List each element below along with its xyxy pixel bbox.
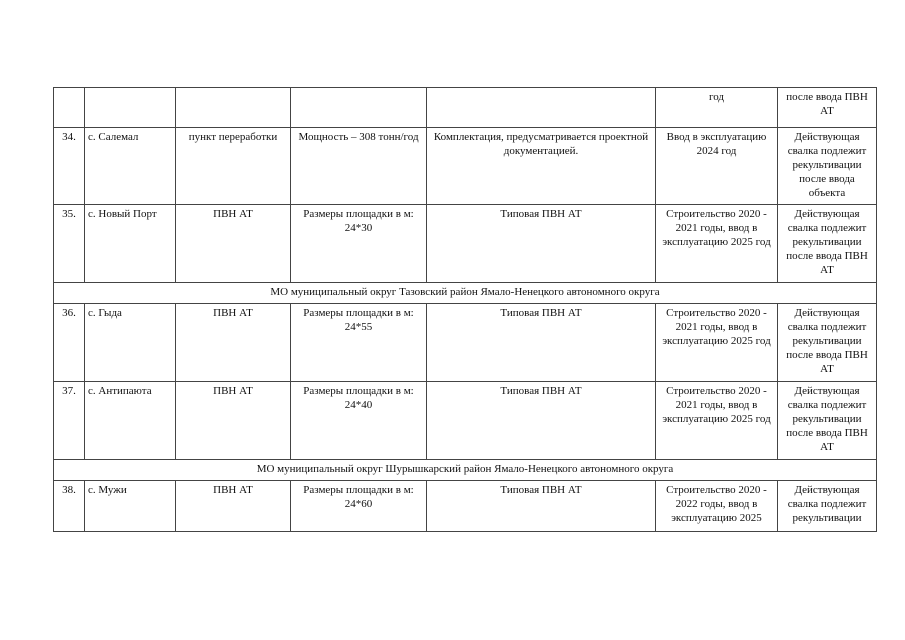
cell-params: Размеры площадки в м: 24*55 <box>291 304 427 382</box>
table-row <box>54 382 877 460</box>
cell-deadline: Строительство 2020 - 2021 годы, ввод в эксплуатацию 2025 год <box>656 205 778 283</box>
cell-settlement: с. Мужи <box>85 481 176 532</box>
table-row <box>54 128 877 205</box>
cell-object: ПВН АТ <box>176 304 291 382</box>
cell-note: Действующая свалка подлежит рекультивации после ввода ПВН АТ <box>778 205 877 283</box>
section-row <box>54 283 877 304</box>
cell-object: ПВН АТ <box>176 382 291 460</box>
table-row <box>54 304 877 382</box>
cell-equipment: Комплектация, предусматривается проектной документацией. <box>427 128 656 205</box>
cell-note: Действующая свалка подлежит рекультивации после ввода ПВН АТ <box>778 382 877 460</box>
cell-settlement <box>85 88 176 128</box>
cell-params: Размеры площадки в м: 24*60 <box>291 481 427 532</box>
cell-settlement: с. Гыда <box>85 304 176 382</box>
cell-num: 35. <box>54 205 85 283</box>
cell-params <box>291 88 427 128</box>
cell-num <box>54 88 85 128</box>
cell-equipment <box>427 88 656 128</box>
section-row <box>54 460 877 481</box>
cell-deadline: Строительство 2020 - 2021 годы, ввод в эксплуатацию 2025 год <box>656 382 778 460</box>
section-heading-shuryshkarsky: МО муниципальный округ Шурышкарский район Ямало-Ненецкого автономного округа <box>54 460 877 481</box>
cell-params: Размеры площадки в м: 24*40 <box>291 382 427 460</box>
cell-object <box>176 88 291 128</box>
cell-equipment: Типовая ПВН АТ <box>427 382 656 460</box>
cell-note: Действующая свалка подлежит рекультивации <box>778 481 877 532</box>
cell-note: после ввода ПВН АТ <box>778 88 877 128</box>
cell-settlement: с. Салемал <box>85 128 176 205</box>
cell-num: 34. <box>54 128 85 205</box>
table-row <box>54 481 877 532</box>
cell-note: Действующая свалка подлежит рекультивации после ввода объекта <box>778 128 877 205</box>
cell-equipment: Типовая ПВН АТ <box>427 304 656 382</box>
section-heading-tazovsky: МО муниципальный округ Тазовский район Ямало-Ненецкого автономного округа <box>54 283 877 304</box>
facilities-table <box>53 87 877 532</box>
table-row-continuation <box>54 88 877 128</box>
cell-params: Размеры площадки в м: 24*30 <box>291 205 427 283</box>
cell-num: 38. <box>54 481 85 532</box>
cell-object: ПВН АТ <box>176 205 291 283</box>
table-row <box>54 205 877 283</box>
cell-num: 37. <box>54 382 85 460</box>
cell-equipment: Типовая ПВН АТ <box>427 205 656 283</box>
cell-num: 36. <box>54 304 85 382</box>
cell-deadline: год <box>656 88 778 128</box>
cell-params: Мощность – 308 тонн/год <box>291 128 427 205</box>
cell-note: Действующая свалка подлежит рекультивации после ввода ПВН АТ <box>778 304 877 382</box>
cell-settlement: с. Антипаюта <box>85 382 176 460</box>
cell-deadline: Ввод в эксплуатацию 2024 год <box>656 128 778 205</box>
cell-settlement: с. Новый Порт <box>85 205 176 283</box>
cell-object: ПВН АТ <box>176 481 291 532</box>
cell-deadline: Строительство 2020 - 2021 годы, ввод в эксплуатацию 2025 год <box>656 304 778 382</box>
cell-equipment: Типовая ПВН АТ <box>427 481 656 532</box>
cell-object: пункт переработки <box>176 128 291 205</box>
cell-deadline: Строительство 2020 - 2022 годы, ввод в эксплуатацию 2025 <box>656 481 778 532</box>
